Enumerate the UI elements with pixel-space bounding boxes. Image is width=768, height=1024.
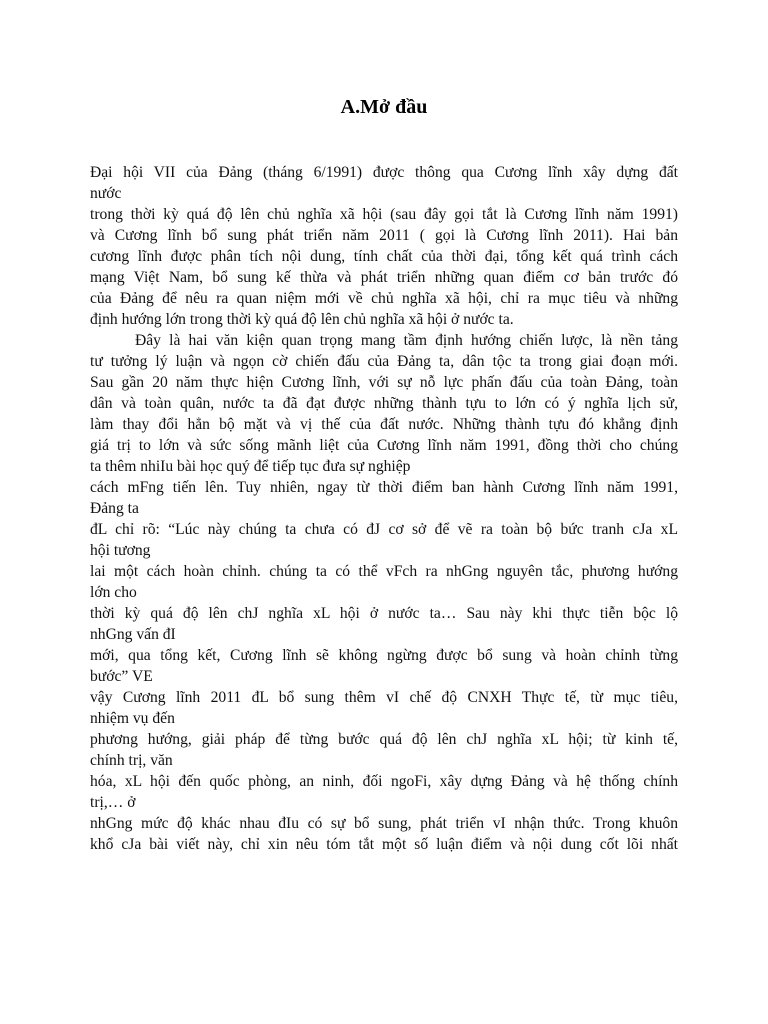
text-line: làm thay đổi hẳn bộ mặt và vị thế của đất nước. Những thành tựu đó khẳng định — [90, 416, 678, 433]
document-body — [90, 162, 678, 855]
text-line: nhiệm vụ đến — [90, 710, 175, 727]
text-line: Đảng ta — [90, 500, 139, 517]
text-line: tư tưởng lý luận và ngọn cờ chiến đấu của Đảng ta, dân tộc ta trong giai đoạn mới. — [90, 353, 678, 370]
text-line: hóa, xL hội đến quốc phòng, an ninh, đối ngoFi, xây dựng Đảng và hệ thống chính — [90, 773, 678, 790]
text-line: và Cương lĩnh bổ sung phát triển năm 2011 ( gọi là Cương lĩnh 2011). Hai bản — [90, 227, 678, 244]
text-line: Sau gần 20 năm thực hiện Cương lĩnh, với sự nỗ lực phấn đấu của toàn Đảng, toàn — [90, 374, 678, 391]
text-line: lớn cho — [90, 584, 137, 601]
text-line: nước — [90, 185, 122, 202]
text-line: khổ cJa bài viết này, chỉ xin nêu tóm tắt một số luận điểm và nội dung cốt lõi nhất — [90, 836, 678, 853]
text-line: ta thêm nhiIu bài học quý để tiếp tục đưa sự nghiệp — [90, 458, 411, 475]
text-line: mới, qua tổng kết, Cương lĩnh sẽ không ngừng được bổ sung và hoàn chỉnh từng — [90, 647, 678, 664]
document-title: A.Mở đầu — [340, 96, 428, 118]
text-line: phương hướng, giải pháp để từng bước quá độ lên chJ nghĩa xL hội; từ kinh tế, — [90, 731, 678, 748]
text-line: thời kỳ quá độ lên chJ nghĩa xL hội ở nước ta… Sau này khi thực tiễn bộc lộ — [90, 605, 678, 622]
text-line: trị,… ở — [90, 794, 136, 811]
text-line: giá trị to lớn và sức sống mãnh liệt của Cương lĩnh năm 1991, đồng thời cho chúng — [90, 437, 678, 454]
text-line: lai một cách hoàn chỉnh. chúng ta có thể vFch ra nhGng nguyên tắc, phương hướng — [90, 563, 678, 580]
text-line: nhGng mức độ khác nhau đIu có sự bổ sung, phát triển vI nhận thức. Trong khuôn — [90, 815, 678, 832]
text-line: đL chỉ rõ: “Lúc này chúng ta chưa có đJ cơ sở để vẽ ra toàn bộ bức tranh cJa xL — [90, 521, 678, 538]
text-line: trong thời kỳ quá độ lên chủ nghĩa xã hội (sau đây gọi tắt là Cương lĩnh năm 1991) — [90, 206, 678, 223]
text-line: mạng Việt Nam, bổ sung kế thừa và phát triển những quan điểm cơ bản trước đó — [90, 269, 678, 286]
text-line: của Đảng để nêu ra quan niệm mới về chủ nghĩa xã hội, chỉ ra mục tiêu và những — [90, 290, 678, 307]
text-line: cách mFng tiến lên. Tuy nhiên, ngay từ thời điểm ban hành Cương lĩnh năm 1991, — [90, 479, 678, 496]
text-line: bước” VE — [90, 668, 153, 685]
text-line: Đây là hai văn kiện quan trọng mang tầm định hướng chiến lược, là nền tảng — [135, 332, 678, 349]
text-line: chính trị, văn — [90, 752, 173, 769]
text-line: hội tương — [90, 542, 151, 559]
text-line: định hướng lớn trong thời kỳ quá độ lên chủ nghĩa xã hội ở nước ta. — [90, 311, 514, 328]
text-line: Đại hội VII của Đảng (tháng 6/1991) được thông qua Cương lĩnh xây dựng đất — [90, 164, 678, 181]
text-line: vậy Cương lĩnh 2011 đL bổ sung thêm vI chế độ CNXH Thực tế, từ mục tiêu, — [90, 689, 678, 706]
text-line: cương lĩnh được phân tích nội dung, tính chất của thời đại, tổng kết quá trình cách — [90, 248, 678, 265]
text-line: nhGng vấn đI — [90, 626, 176, 643]
text-line: dân và toàn quân, nước ta đã đạt được những thành tựu to lớn có ý nghĩa lịch sử, — [90, 395, 678, 412]
